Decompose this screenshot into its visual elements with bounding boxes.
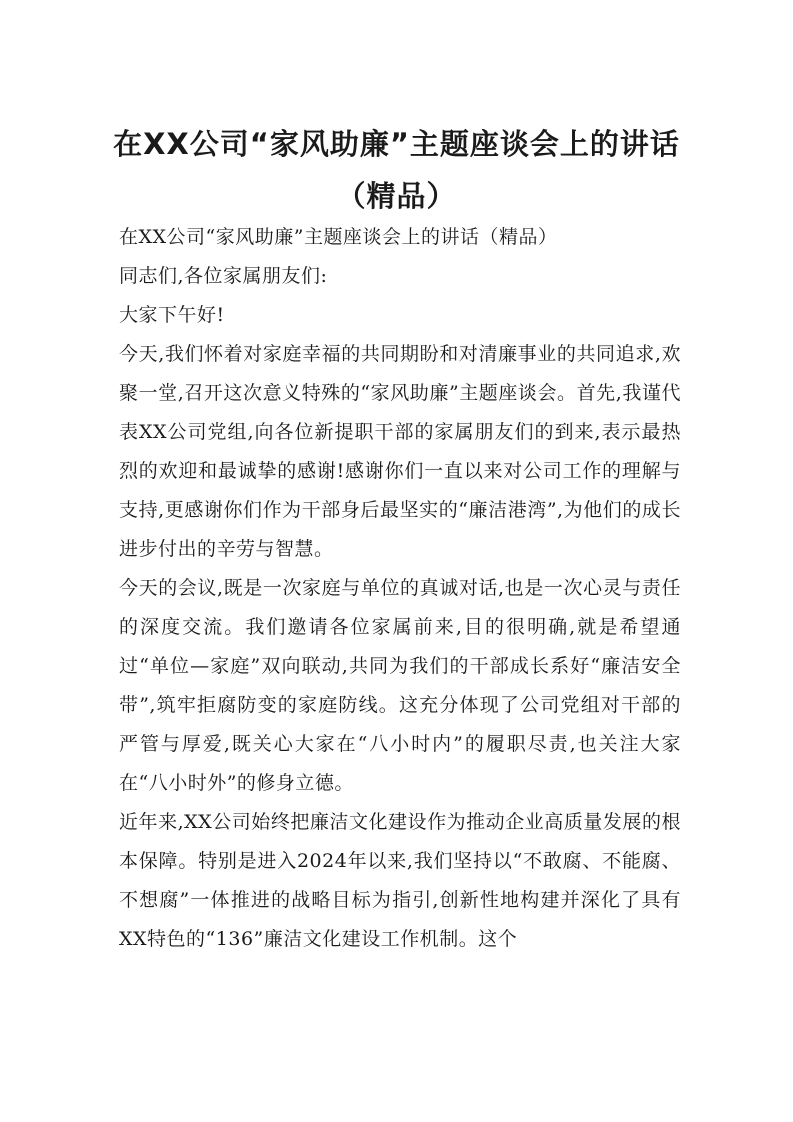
greeting-paragraph: 大家下午好!	[119, 304, 225, 326]
subtitle-paragraph: 在XX公司“家风助廉”主题座谈会上的讲话（精品）	[119, 226, 558, 248]
salutation-paragraph: 同志们,各位家属朋友们:	[119, 265, 328, 287]
document-title: 在XX公司“家风助廉”主题座谈会上的讲话（精品）	[113, 127, 680, 213]
body-paragraph: 近年来,XX公司始终把廉洁文化建设作为推动企业高质量发展的根本保障。特别是进入2024年以来,我们坚持以“不敢腐、不能腐、不想腐”一体推进的战略目标为指引,创新性地构建并深化了具有XX特色的“136”廉洁文化建设工作机制。这个	[119, 811, 681, 950]
body-paragraph: 今天的会议,既是一次家庭与单位的真诚对话,也是一次心灵与责任的深度交流。我们邀请各位家属前来,目的很明确,就是希望通过“单位—家庭”双向联动,共同为我们的干部成长系好“廉洁安全带”,筑牢拒腐防变的家庭防线。这充分体现了公司党组对干部的严管与厚爱,既关心大家在“八小时内”的履职尽责,也关注大家在“八小时外”的修身立德。	[119, 577, 681, 794]
document-body	[119, 218, 681, 959]
body-paragraph: 今天,我们怀着对家庭幸福的共同期盼和对清廉事业的共同追求,欢聚一堂,召开这次意义特殊的“家风助廉”主题座谈会。首先,我谨代表XX公司党组,向各位新提职干部的家属朋友们的到来,表示最热烈的欢迎和最诚挚的感谢!感谢你们一直以来对公司工作的理解与支持,更感谢你们作为干部身后最坚实的“廉洁港湾”,为他们的成长进步付出的辛劳与智慧。	[119, 343, 681, 560]
